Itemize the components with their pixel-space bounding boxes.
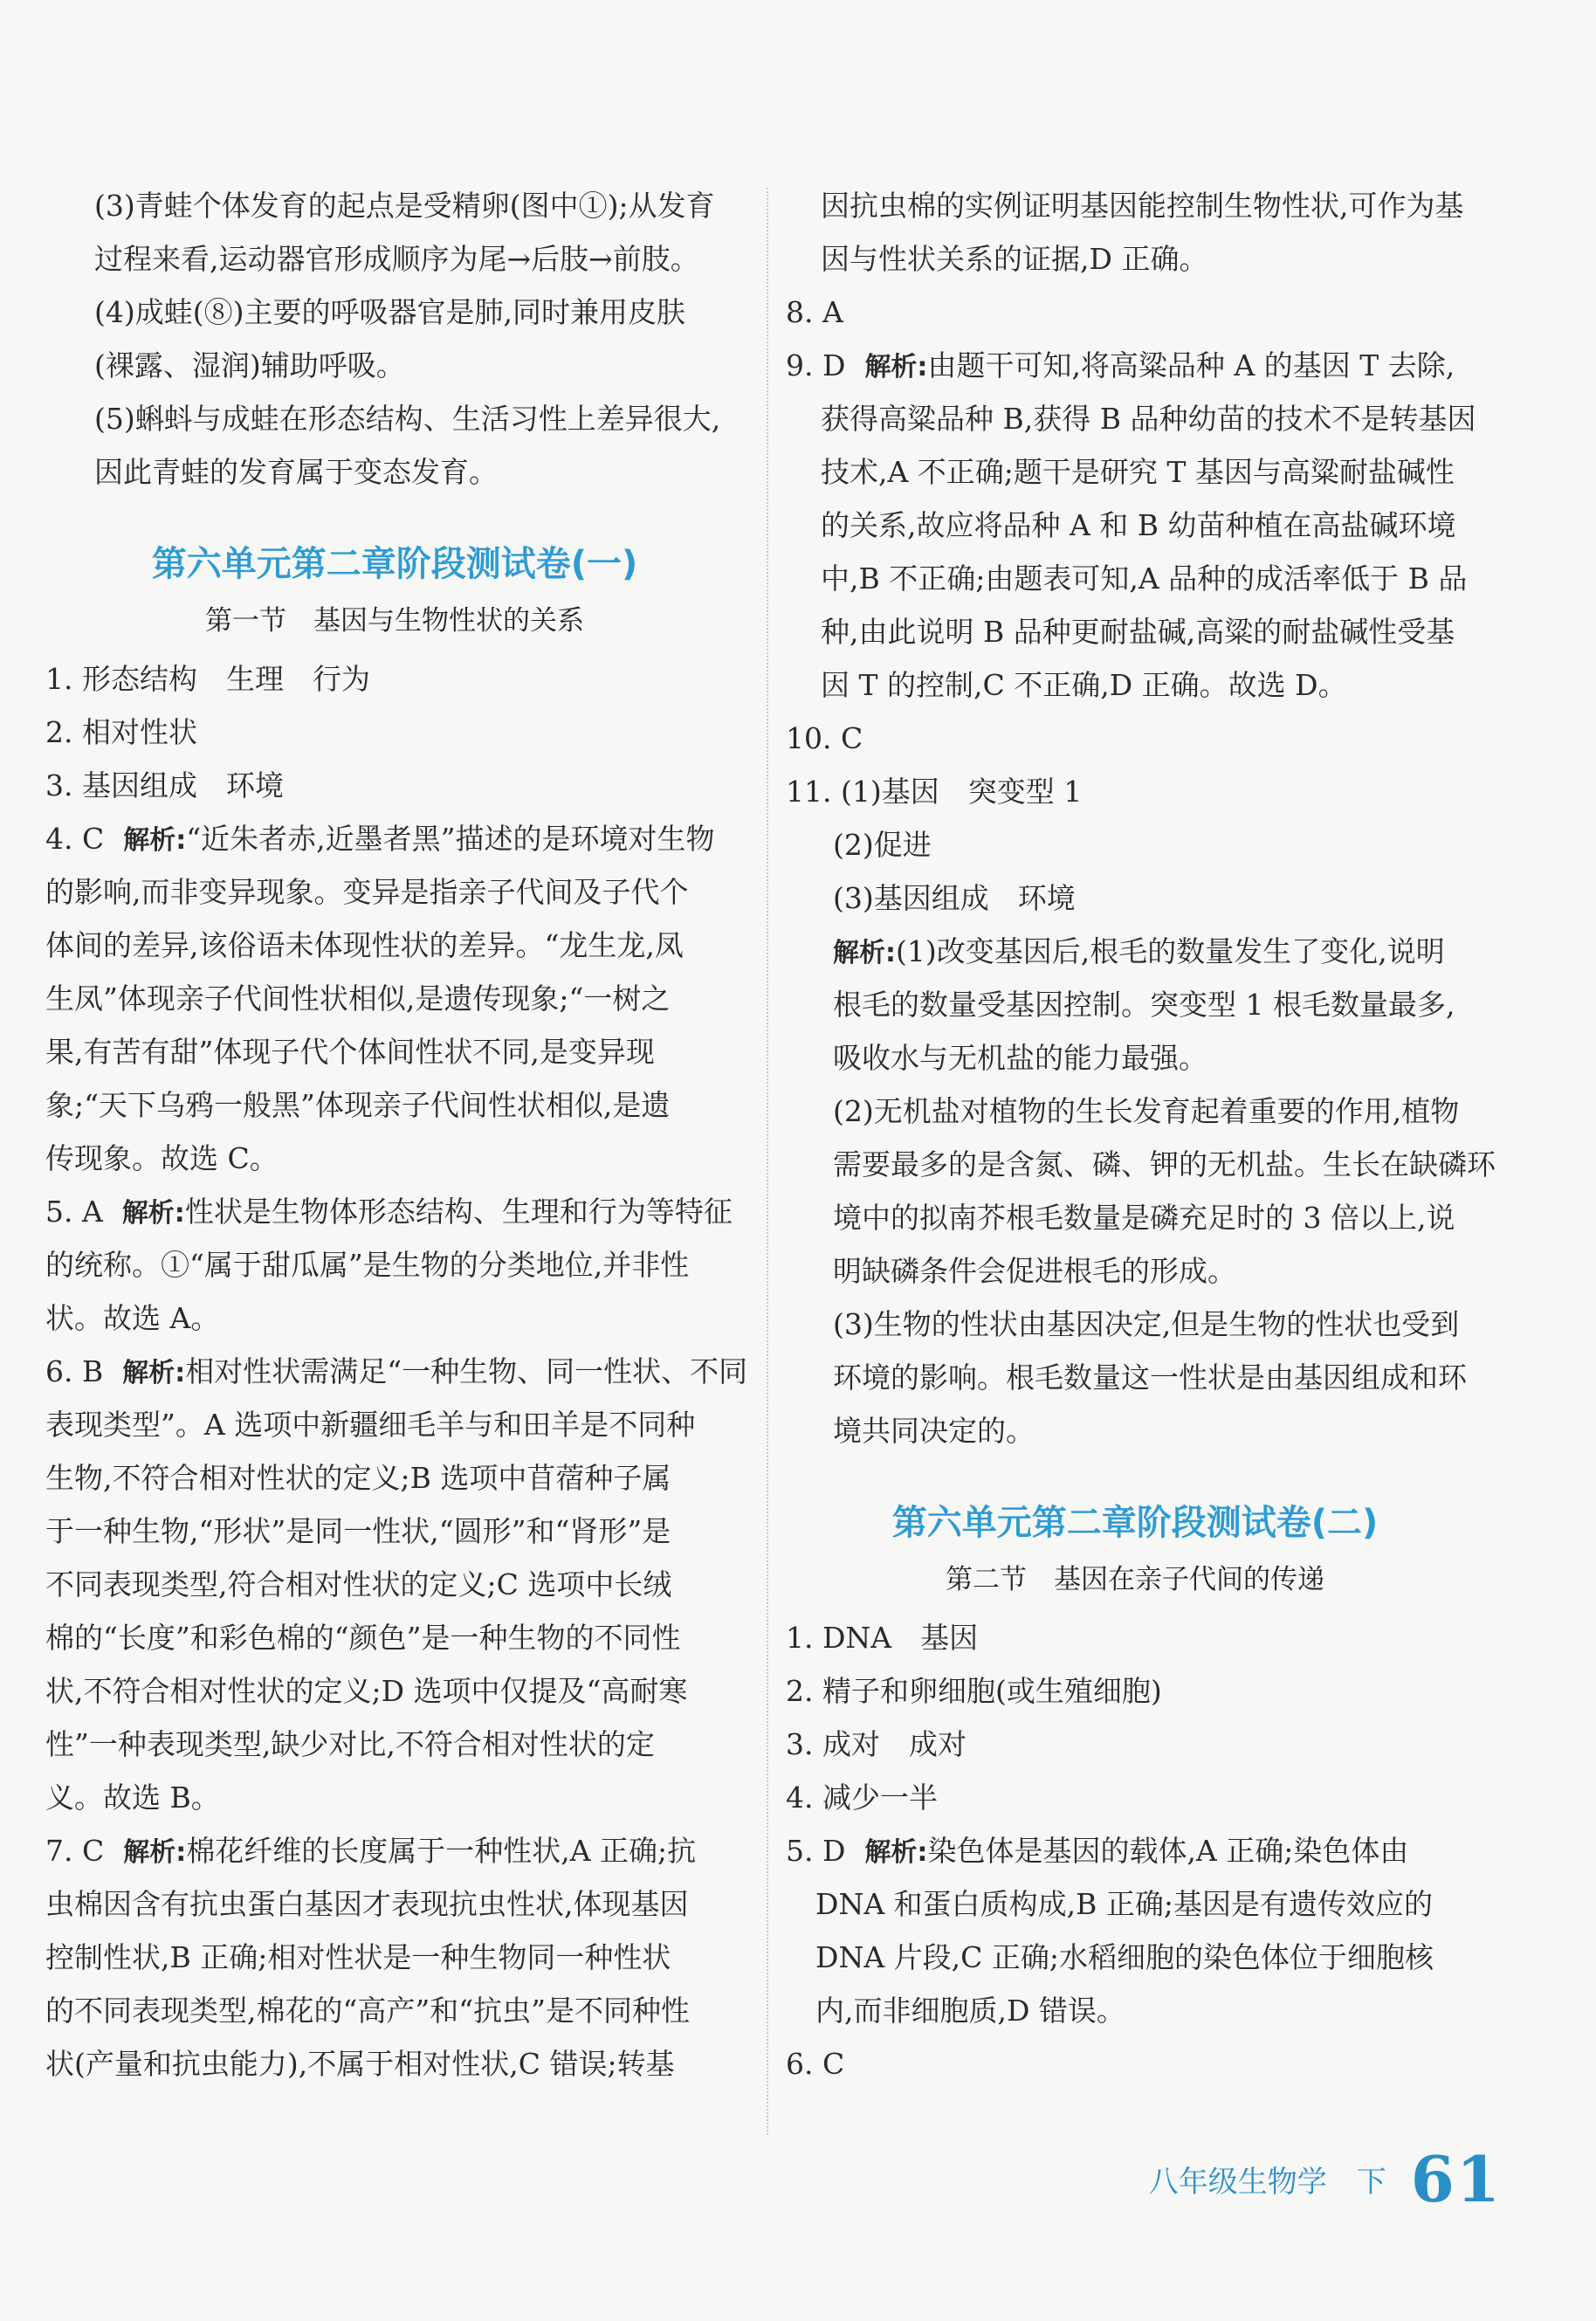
page-footer: [1091, 2141, 1502, 2216]
text-line: 种,由此说明 B 品种更耐盐碱,高粱的耐盐碱性受基: [821, 615, 1455, 649]
text-line: 生物,不符合相对性状的定义;B 选项中苜蓿种子属: [45, 1461, 671, 1495]
text-line: 因 T 的控制,C 不正确,D 正确。故选 D。: [821, 668, 1347, 702]
answer-r6: 6. C: [786, 2047, 845, 2081]
text-line: 果,有苦有甜”体现子代个体间性状不同,是变异现: [45, 1035, 655, 1069]
text-line: (1)改变基因后,根毛的数量发生了变化,说明: [896, 934, 1445, 968]
text-line: DNA 和蛋白质构成,B 正确;基因是有遗传效应的: [815, 1887, 1434, 1921]
text-line: 的不同表现类型,棉花的“高产”和“抗虫”是不同种性: [45, 1994, 690, 2028]
text-line: 虫棉因含有抗虫蛋白基因才表现抗虫性状,体现基因: [45, 1887, 689, 1921]
text-line: 体间的差异,该俗语未体现性状的差异。“龙生龙,凤: [45, 928, 684, 962]
answer-r4: 4. 减少一半: [786, 1780, 938, 1815]
answer-r2: 2. 精子和卵细胞(或生殖细胞): [786, 1674, 1162, 1708]
text-line: 状(产量和抗虫能力),不属于相对性状,C 错误;转基: [45, 2047, 675, 2081]
left-column: [45, 179, 748, 2090]
text-line: (裸露、湿润)辅助呼吸。: [94, 348, 405, 382]
text-line: 因抗虫棉的实例证明基因能控制生物性状,可作为基: [821, 189, 1464, 223]
answer-7: [45, 1824, 744, 2090]
text-line: 象;“天下乌鸦一般黑”体现亲子代间性状相似,是遗: [45, 1088, 671, 1122]
answer-label: 5. A: [45, 1195, 103, 1229]
text-line: 境中的拟南芥根毛数量是磷充足时的 3 倍以上,说: [833, 1201, 1455, 1235]
answer-2: 2. 相对性状: [45, 715, 197, 749]
answer-4: [45, 812, 744, 1185]
text-line: 的关系,故应将品种 A 和 B 幼苗种植在高盐碱环境: [821, 508, 1456, 542]
section-title: 第六单元第二章阶段测试卷(二): [891, 1503, 1379, 1543]
text-line: 需要最多的是含氮、磷、钾的无机盐。生长在缺磷环: [833, 1147, 1496, 1181]
answer-3: 3. 基因组成 环境: [45, 768, 284, 802]
text-line: 控制性状,B 正确;相对性状是一种生物同一种性状: [45, 1940, 671, 1974]
text-line: 义。故选 B。: [45, 1780, 220, 1815]
answer-6: [45, 1345, 748, 1824]
analysis-keyword: 解析:: [123, 1837, 187, 1868]
answer-r3: 3. 成对 成对: [786, 1727, 967, 1761]
answer-label: 6. B: [45, 1354, 104, 1388]
analysis-keyword: 解析:: [122, 1358, 186, 1388]
analysis-keyword: 解析:: [864, 352, 928, 382]
text-line: 棉花纤维的长度属于一种性状,A 正确;抗: [186, 1834, 697, 1868]
text-line: 内,而非细胞质,D 错误。: [815, 1994, 1125, 2028]
text-line: 相对性状需满足“一种生物、同一性状、不同: [185, 1354, 748, 1388]
text-line: “近朱者赤,近墨者黑”描述的是环境对生物: [186, 822, 715, 856]
analysis-keyword: 解析:: [833, 938, 896, 968]
analysis-keyword: 解析:: [121, 1198, 185, 1229]
answer-r5: [786, 1824, 1484, 2037]
text-line: 状。故选 A。: [45, 1301, 220, 1335]
text-line: (3)生物的性状由基因决定,但是生物的性状也受到: [833, 1307, 1460, 1341]
text-line: 明缺磷条件会促进根毛的形成。: [833, 1254, 1236, 1288]
answer-label: 7. C: [45, 1834, 105, 1868]
answer-label: 5. D: [786, 1834, 846, 1868]
text-line: (5)蝌蚪与成蛙在形态结构、生活习性上差异很大,: [94, 402, 721, 436]
answer-10: 10. C: [786, 721, 863, 755]
answer-label: 4. C: [45, 822, 105, 856]
column-divider: [767, 188, 768, 2135]
text-line: 表现类型”。A 选项中新疆细毛羊与和田羊是不同种: [45, 1408, 696, 1442]
text-line: (4)成蛙(⑧)主要的呼吸器官是肺,同时兼用皮肤: [94, 295, 685, 329]
text-line: 吸收水与无机盐的能力最强。: [833, 1041, 1207, 1075]
frog-answer-block: [45, 179, 744, 499]
text-line: 由题干可知,将高粱品种 A 的基因 T 去除,: [927, 348, 1455, 382]
analysis-keyword: 解析:: [123, 825, 187, 856]
text-line: (3)青蛙个体发育的起点是受精卵(图中①);从发育: [94, 189, 715, 223]
answer-r1: 1. DNA 基因: [786, 1621, 979, 1655]
text-line: 生凤”体现亲子代间性状相似,是遗传现象;“一树之: [45, 981, 671, 1016]
answer-8: 8. A: [786, 295, 843, 329]
book-title: 八年级生物学 下: [1148, 2164, 1386, 2200]
section-subtitle: 第二节 基因在亲子代间的传递: [946, 1564, 1324, 1595]
page-number: 61: [1410, 2141, 1502, 2216]
answer-9: [786, 339, 1484, 712]
text-line: 于一种生物,“形状”是同一性状,“圆形”和“肾形”是: [45, 1514, 671, 1548]
text-line: 棉的“长度”和彩色棉的“颜色”是一种生物的不同性: [45, 1621, 681, 1655]
text-line: 11. (1)基因 突变型 1: [786, 775, 1083, 809]
text-line: 不同表现类型,符合相对性状的定义;C 选项中长绒: [45, 1567, 672, 1601]
text-line: 的统称。①“属于甜瓜属”是生物的分类地位,并非性: [45, 1248, 690, 1282]
text-line: 性状是生物体形态结构、生理和行为等特征: [184, 1195, 733, 1229]
text-line: 因此青蛙的发育属于变态发育。: [94, 455, 498, 489]
answer-5: [45, 1185, 744, 1345]
text-line: 根毛的数量受基因控制。突变型 1 根毛数量最多,: [833, 988, 1455, 1022]
text-line: 环境的影响。根毛数量这一性状是由基因组成和环: [833, 1360, 1467, 1395]
text-line: 性”一种表现类型,缺少对比,不符合相对性状的定: [45, 1727, 655, 1761]
text-line: 染色体是基因的载体,A 正确;染色体由: [927, 1834, 1409, 1868]
text-line: 过程来看,运动器官形成顺序为尾→后肢→前肢。: [94, 242, 699, 276]
text-line: 的影响,而非变异现象。变异是指亲子代间及子代个: [45, 875, 689, 909]
text-line: DNA 片段,C 正确;水稻细胞的染色体位于细胞核: [815, 1940, 1434, 1974]
text-line: (3)基因组成 环境: [833, 881, 1076, 915]
answer-1: 1. 形态结构 生理 行为: [45, 662, 370, 696]
text-line: 技术,A 不正确;题干是研究 T 基因与高粱耐盐碱性: [821, 455, 1455, 489]
text-line: 传现象。故选 C。: [45, 1141, 279, 1175]
analysis-keyword: 解析:: [864, 1837, 928, 1868]
text-line: (2)促进: [833, 828, 932, 862]
section-title: 第六单元第二章阶段测试卷(一): [151, 544, 638, 584]
answer-11: [786, 765, 1496, 1457]
text-line: 境共同决定的。: [833, 1414, 1035, 1448]
text-line: (2)无机盐对植物的生长发育起着重要的作用,植物: [833, 1094, 1460, 1128]
answer-label: 9. D: [786, 348, 846, 382]
text-line: 因与性状关系的证据,D 正确。: [821, 242, 1208, 276]
section-subtitle: 第一节 基因与生物性状的关系: [205, 605, 584, 637]
text-line: 中,B 不正确;由题表可知,A 品种的成活率低于 B 品: [821, 561, 1468, 596]
right-column: [786, 179, 1496, 2090]
text-line: 状,不符合相对性状的定义;D 选项中仅提及“高耐寒: [45, 1674, 688, 1708]
text-line: 获得高粱品种 B,获得 B 品种幼苗的技术不是转基因: [821, 402, 1476, 436]
